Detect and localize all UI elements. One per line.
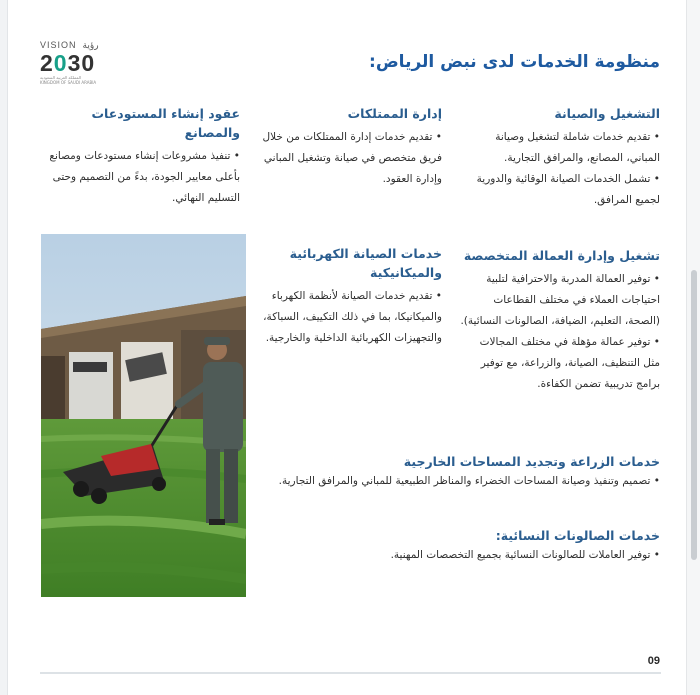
section-operation-maintenance (460, 104, 660, 211)
section-heading: التشغيل والصيانة (554, 106, 660, 121)
bullet-text: • تشمل الخدمات الصيانة الوقائية والدورية لجميع المرافق. (476, 173, 660, 206)
footer-divider (40, 672, 661, 674)
section-heading: خدمات الصيانة الكهربائية والميكانيكية (289, 246, 442, 280)
section-body (262, 127, 442, 190)
section-body (40, 545, 660, 566)
section-heading: عقود إنشاء المستودعات والمصانع (91, 106, 240, 140)
section-heading: خدمات الصالونات النسائية: (495, 528, 660, 543)
page-number: 09 (647, 655, 660, 667)
bullet-text: • تصميم وتنفيذ وصيانة المساحات الخضراء والمناظر الطبيعية للمباني والمرافق التجارية. (278, 475, 660, 487)
section-electrical-mechanical (262, 244, 442, 349)
logo-year: 2030 (40, 50, 96, 76)
section-body (460, 127, 660, 211)
section-warehouses-factories (35, 104, 240, 209)
bullet-text: • تقديم خدمات شاملة لتشغيل وصيانة المباني، المصانع، والمرافق التجارية. (495, 131, 660, 164)
logo-subtitle-ar: المملكة العربية السعودية (40, 75, 82, 80)
section-heading: خدمات الزراعة وتجديد المساحات الخارجية (403, 454, 660, 469)
logo-subtitle-en: KINGDOM OF SAUDI ARABIA (40, 80, 97, 85)
scrollbar-thumb[interactable] (691, 270, 697, 560)
left-frame (0, 0, 8, 695)
logo-vision-line: VISION رؤية (40, 40, 99, 51)
page-title: منظومة الخدمات لدى نبض الرياض: (369, 52, 660, 72)
bullet-text: • توفير العمالة المدربة والاحترافية لتلبية احتياجات العملاء في مختلف القطاعات (الصحة، التعليم، الضيافة، الصالونات النسائية). (460, 273, 660, 327)
section-heading: إدارة الممتلكات (347, 106, 442, 121)
bullet-text: • تقديم خدمات الصيانة لأنظمة الكهرباء والميكانيكا، بما في ذلك التكييف، السباكة، والتجهيزات الكهربائية الداخلية والخارجية. (263, 290, 442, 344)
section-heading: تشغيل وإدارة العمالة المتخصصة (463, 248, 660, 263)
section-salons (40, 526, 660, 566)
section-body (262, 286, 442, 349)
section-specialized-labor (460, 246, 660, 395)
bullet-text: • توفير عمالة مؤهلة في مختلف المجالات مثل التنظيف، الصيانة، والزراعة، مع توفير برامج تدريبية تضمن الكفاءة. (479, 336, 660, 390)
vision-2030-logo (40, 40, 112, 90)
section-body (460, 269, 660, 395)
section-agriculture (40, 452, 660, 492)
bullet-text: • تنفيذ مشروعات إنشاء مستودعات ومصانع بأعلى معايير الجودة، بدءً من التصميم وحتى التسليم النهائي. (49, 150, 240, 204)
section-body (40, 471, 660, 492)
bullet-text: • تقديم خدمات إدارة الممتلكات من خلال فريق متخصص في صيانة وتشغيل المباني وإدارة العقود. (262, 131, 442, 185)
bullet-text: • توفير العاملات للصالونات النسائية بجميع التخصصات المهنية. (390, 549, 660, 561)
section-property-management (262, 104, 442, 190)
right-scroll-track[interactable] (686, 0, 700, 695)
section-body (35, 146, 240, 209)
